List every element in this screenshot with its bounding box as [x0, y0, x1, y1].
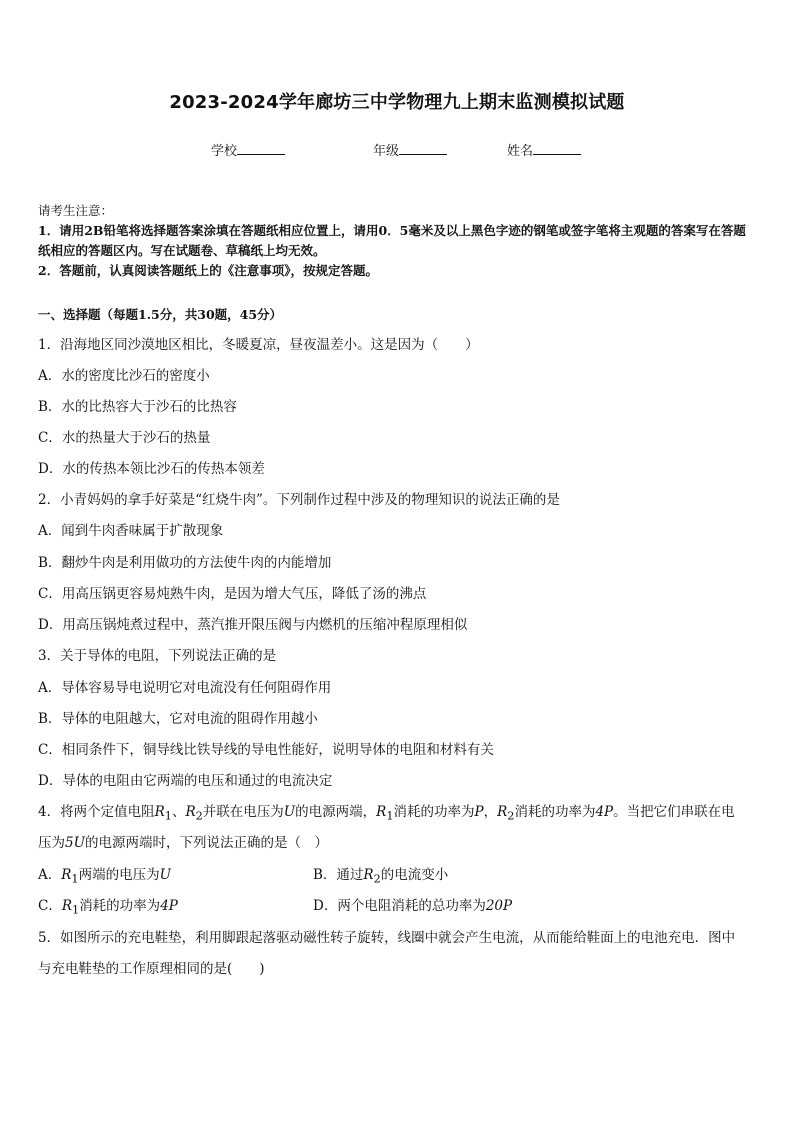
notice-item-1: 1．请用2B铅笔将选择题答案涂填在答题纸相应位置上，请用0．5毫米及以上黑色字迹的钢笔或签字笔将主观题的答案写在答题纸相应的答题区内。写在试题卷、草稿纸上均无效。	[38, 223, 746, 258]
question-3-option-d: D．导体的电阻由它两端的电压和通过的电流决定	[38, 773, 333, 789]
name-label: 姓名	[507, 144, 534, 159]
question-2-option-a: A．闻到牛肉香味属于扩散现象	[38, 523, 224, 539]
question-1-option-d: D．水的传热本领比沙石的传热本领差	[38, 461, 265, 477]
grade-blank[interactable]	[399, 142, 447, 155]
school-blank[interactable]	[237, 142, 285, 155]
notice-block	[38, 201, 758, 281]
question-4-stem-line-2: 压为5U的电源两端时，下列说法正确的是（ ）	[38, 835, 328, 851]
school-label: 学校	[211, 144, 238, 159]
name-field	[507, 140, 581, 159]
grade-label: 年级	[373, 144, 400, 159]
school-field	[211, 140, 285, 159]
question-1-option-c: C．水的热量大于沙石的热量	[38, 430, 211, 446]
name-blank[interactable]	[533, 142, 581, 155]
section-heading: 一、选择题（每题1.5分，共30题，45分）	[38, 307, 283, 322]
notice-item-2: 2．答题前，认真阅读答题纸上的《注意事项》，按规定答题。	[38, 263, 378, 278]
question-1-option-a: A．水的密度比沙石的密度小	[38, 368, 210, 384]
question-3-option-c: C．相同条件下，铜导线比铁导线的导电性能好，说明导体的电阻和材料有关	[38, 742, 494, 758]
question-2-option-b: B．翻炒牛肉是利用做功的方法使牛肉的内能增加	[38, 555, 332, 571]
exam-title: 2023-2024学年廊坊三中学物理九上期末监测模拟试题	[169, 92, 625, 113]
question-3-option-b: B．导体的电阻越大，它对电流的阻碍作用越小	[38, 711, 318, 727]
question-4-option-c: C．$R_1$消耗的功率为4P	[38, 898, 178, 917]
question-3-stem: 3．关于导体的电阻，下列说法正确的是	[38, 648, 277, 664]
question-4-option-d: D．两个电阻消耗的总功率为20P	[313, 898, 513, 914]
question-5-stem-line-1: 5．如图所示的充电鞋垫，利用脚跟起落驱动磁性转子旋转，线圈中就会产生电流，从而能给鞋面上的电池充电．图中	[38, 930, 736, 946]
question-3-option-a: A．导体容易导电说明它对电流没有任何阻碍作用	[38, 680, 332, 696]
question-2-option-d: D．用高压锅炖煮过程中，蒸汽推开限压阀与内燃机的压缩冲程原理相似	[38, 617, 468, 633]
student-info-row	[0, 140, 794, 160]
question-4-stem-line-1: 4．将两个定值电阻$R_1$、$R_2$并联在电压为U的电源两端，$R_1$消耗的功率为P，$R_2$消耗的功率为4P。当把它们串联在电	[38, 804, 735, 823]
grade-field	[373, 140, 447, 159]
question-4-option-b: B．通过$R_2$的电流变小	[313, 867, 449, 886]
question-1-option-b: B．水的比热容大于沙石的比热容	[38, 399, 237, 415]
question-2-option-c: C．用高压锅更容易炖熟牛肉，是因为增大气压，降低了汤的沸点	[38, 586, 427, 602]
question-2-stem: 2．小青妈妈的拿手好菜是“红烧牛肉”。下列制作过程中涉及的物理知识的说法正确的是	[38, 492, 560, 508]
notice-heading: 请考生注意：	[38, 203, 114, 218]
question-4-option-a: A．$R_1$两端的电压为U	[38, 867, 171, 886]
question-1-stem: 1．沿海地区同沙漠地区相比，冬暖夏凉，昼夜温差小。这是因为（ ）	[38, 337, 479, 353]
question-5-stem-line-2: 与充电鞋垫的工作原理相同的是( )	[38, 961, 265, 977]
